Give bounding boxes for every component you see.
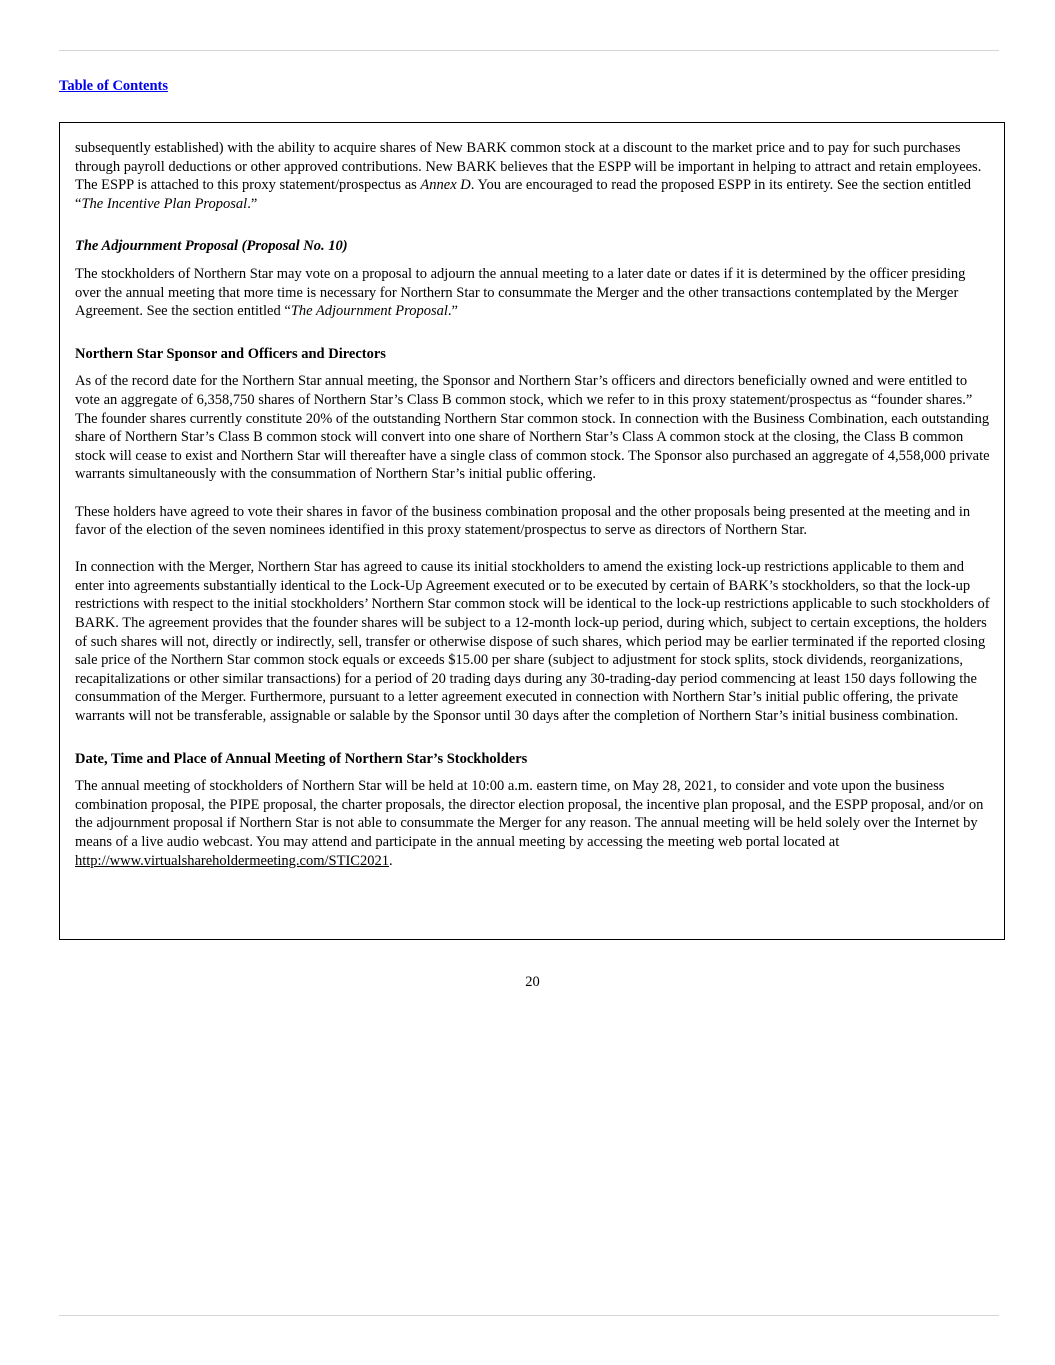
adjournment-paragraph: The stockholders of Northern Star may vote on a proposal to adjourn the annual meeting to a later date or dates if it is determined by the officer presiding over the annual meeting that more time is necessary for Northern Star to consummate the Merger and the other transactions contemplated by the Merger Agreement. See the section entitled “The Adjournment Proposal.” <box>75 265 966 320</box>
section-reference: The Incentive Plan Proposal <box>81 195 248 212</box>
meeting-portal-link[interactable]: http://www.virtualshareholdermeeting.com/STIC2021 <box>75 852 389 869</box>
section-reference: The Adjournment Proposal <box>290 303 448 320</box>
sponsor-paragraph: These holders have agreed to vote their shares in favor of the business combination proposal and the other proposals being presented at the meeting and in favor of the election of the seven nominees identified in this proxy statement/prospectus to serve as directors of Northern Star. <box>75 503 971 539</box>
meeting-heading: Date, Time and Place of Annual Meeting of Northern Star’s Stockholders <box>75 750 528 767</box>
top-divider <box>59 50 999 51</box>
annex-reference: Annex D <box>420 177 471 194</box>
meeting-paragraph: The annual meeting of stockholders of Northern Star will be held at 10:00 a.m. eastern time, on May 28, 2021, to consider and vote upon the business combination proposal, the PIPE proposal, the charter proposals, the director election proposal, the incentive plan proposal, and the ESPP proposal, and/or on the adjournment proposal if Northern Star is not able to consummate the Merger for any reason. The annual meeting will be held solely over the Internet by means of a live audio webcast. You may attend and participate in the annual meeting by accessing the meeting web portal located at http://www.virtualshareholdermeeting.com/STIC2021. <box>75 778 984 869</box>
sponsor-paragraph: As of the record date for the Northern Star annual meeting, the Sponsor and Northern Star’s officers and directors beneficially owned and were entitled to vote an aggregate of 6,358,750 shares of Northern Star’s Class B common stock, which we refer to in this proxy statement/prospectus as “founder shares.” The founder shares currently constitute 20% of the outstanding Northern Star common stock. In connection with the Business Combination, each outstanding share of Northern Star’s Class B common stock will convert into one share of Northern Star’s Class A common stock at the closing, the Class B common stock will cease to exist and Northern Star will thereafter have a single class of common stock. The Sponsor also purchased an aggregate of 4,558,000 private warrants simultaneously with the consummation of Northern Star’s initial public offering. <box>75 373 990 483</box>
bottom-divider <box>59 1315 999 1316</box>
table-of-contents-link[interactable]: Table of Contents <box>59 78 169 94</box>
sponsor-heading: Northern Star Sponsor and Officers and Directors <box>75 345 386 362</box>
summary-box <box>59 122 1005 940</box>
espp-continued-paragraph: subsequently established) with the ability to acquire shares of New BARK common stock at a discount to the market price and to pay for such purchases through payroll deductions or other approved contributions. New BARK believes that the ESPP will be important in helping to attract and retain employees. The ESPP is attached to this proxy statement/prospectus as Annex D. You are encouraged to read the proposed ESPP in its entirety. See the section entitled “The Incentive Plan Proposal.” <box>75 140 982 212</box>
sponsor-paragraph: In connection with the Merger, Northern Star has agreed to cause its initial stockholders to amend the existing lock-up restrictions applicable to them and enter into agreements substantially identical to the Lock-Up Agreement executed or to be executed by certain of BARK’s stockholders, so that the lock-up restrictions with respect to the initial stockholders’ Northern Star common stock will be identical to the lock-up restrictions applicable to such stockholders of BARK. The agreement provides that the founder shares will be subject to a 12-month lock-up period, during which, subject to certain exceptions, the holders of such shares will not, directly or indirectly, sell, transfer or otherwise dispose of such shares, which period may be earlier terminated if the reported closing sale price of the Northern Star common stock equals or exceeds $15.00 per share (subject to adjustment for stock splits, stock dividends, reorganizations, recapitalizations or other similar transactions) for a period of 20 trading days during any 30-trading-day period commencing at least 150 days following the consummation of the Merger. Furthermore, pursuant to a letter agreement executed in connection with Northern Star’s initial public offering, the private warrants will not be transferable, assignable or salable by the Sponsor until 30 days after the completion of Northern Star’s initial business combination. <box>75 559 990 725</box>
page-number: 20 <box>525 974 540 990</box>
adjournment-heading: The Adjournment Proposal (Proposal No. 10) <box>75 238 348 255</box>
